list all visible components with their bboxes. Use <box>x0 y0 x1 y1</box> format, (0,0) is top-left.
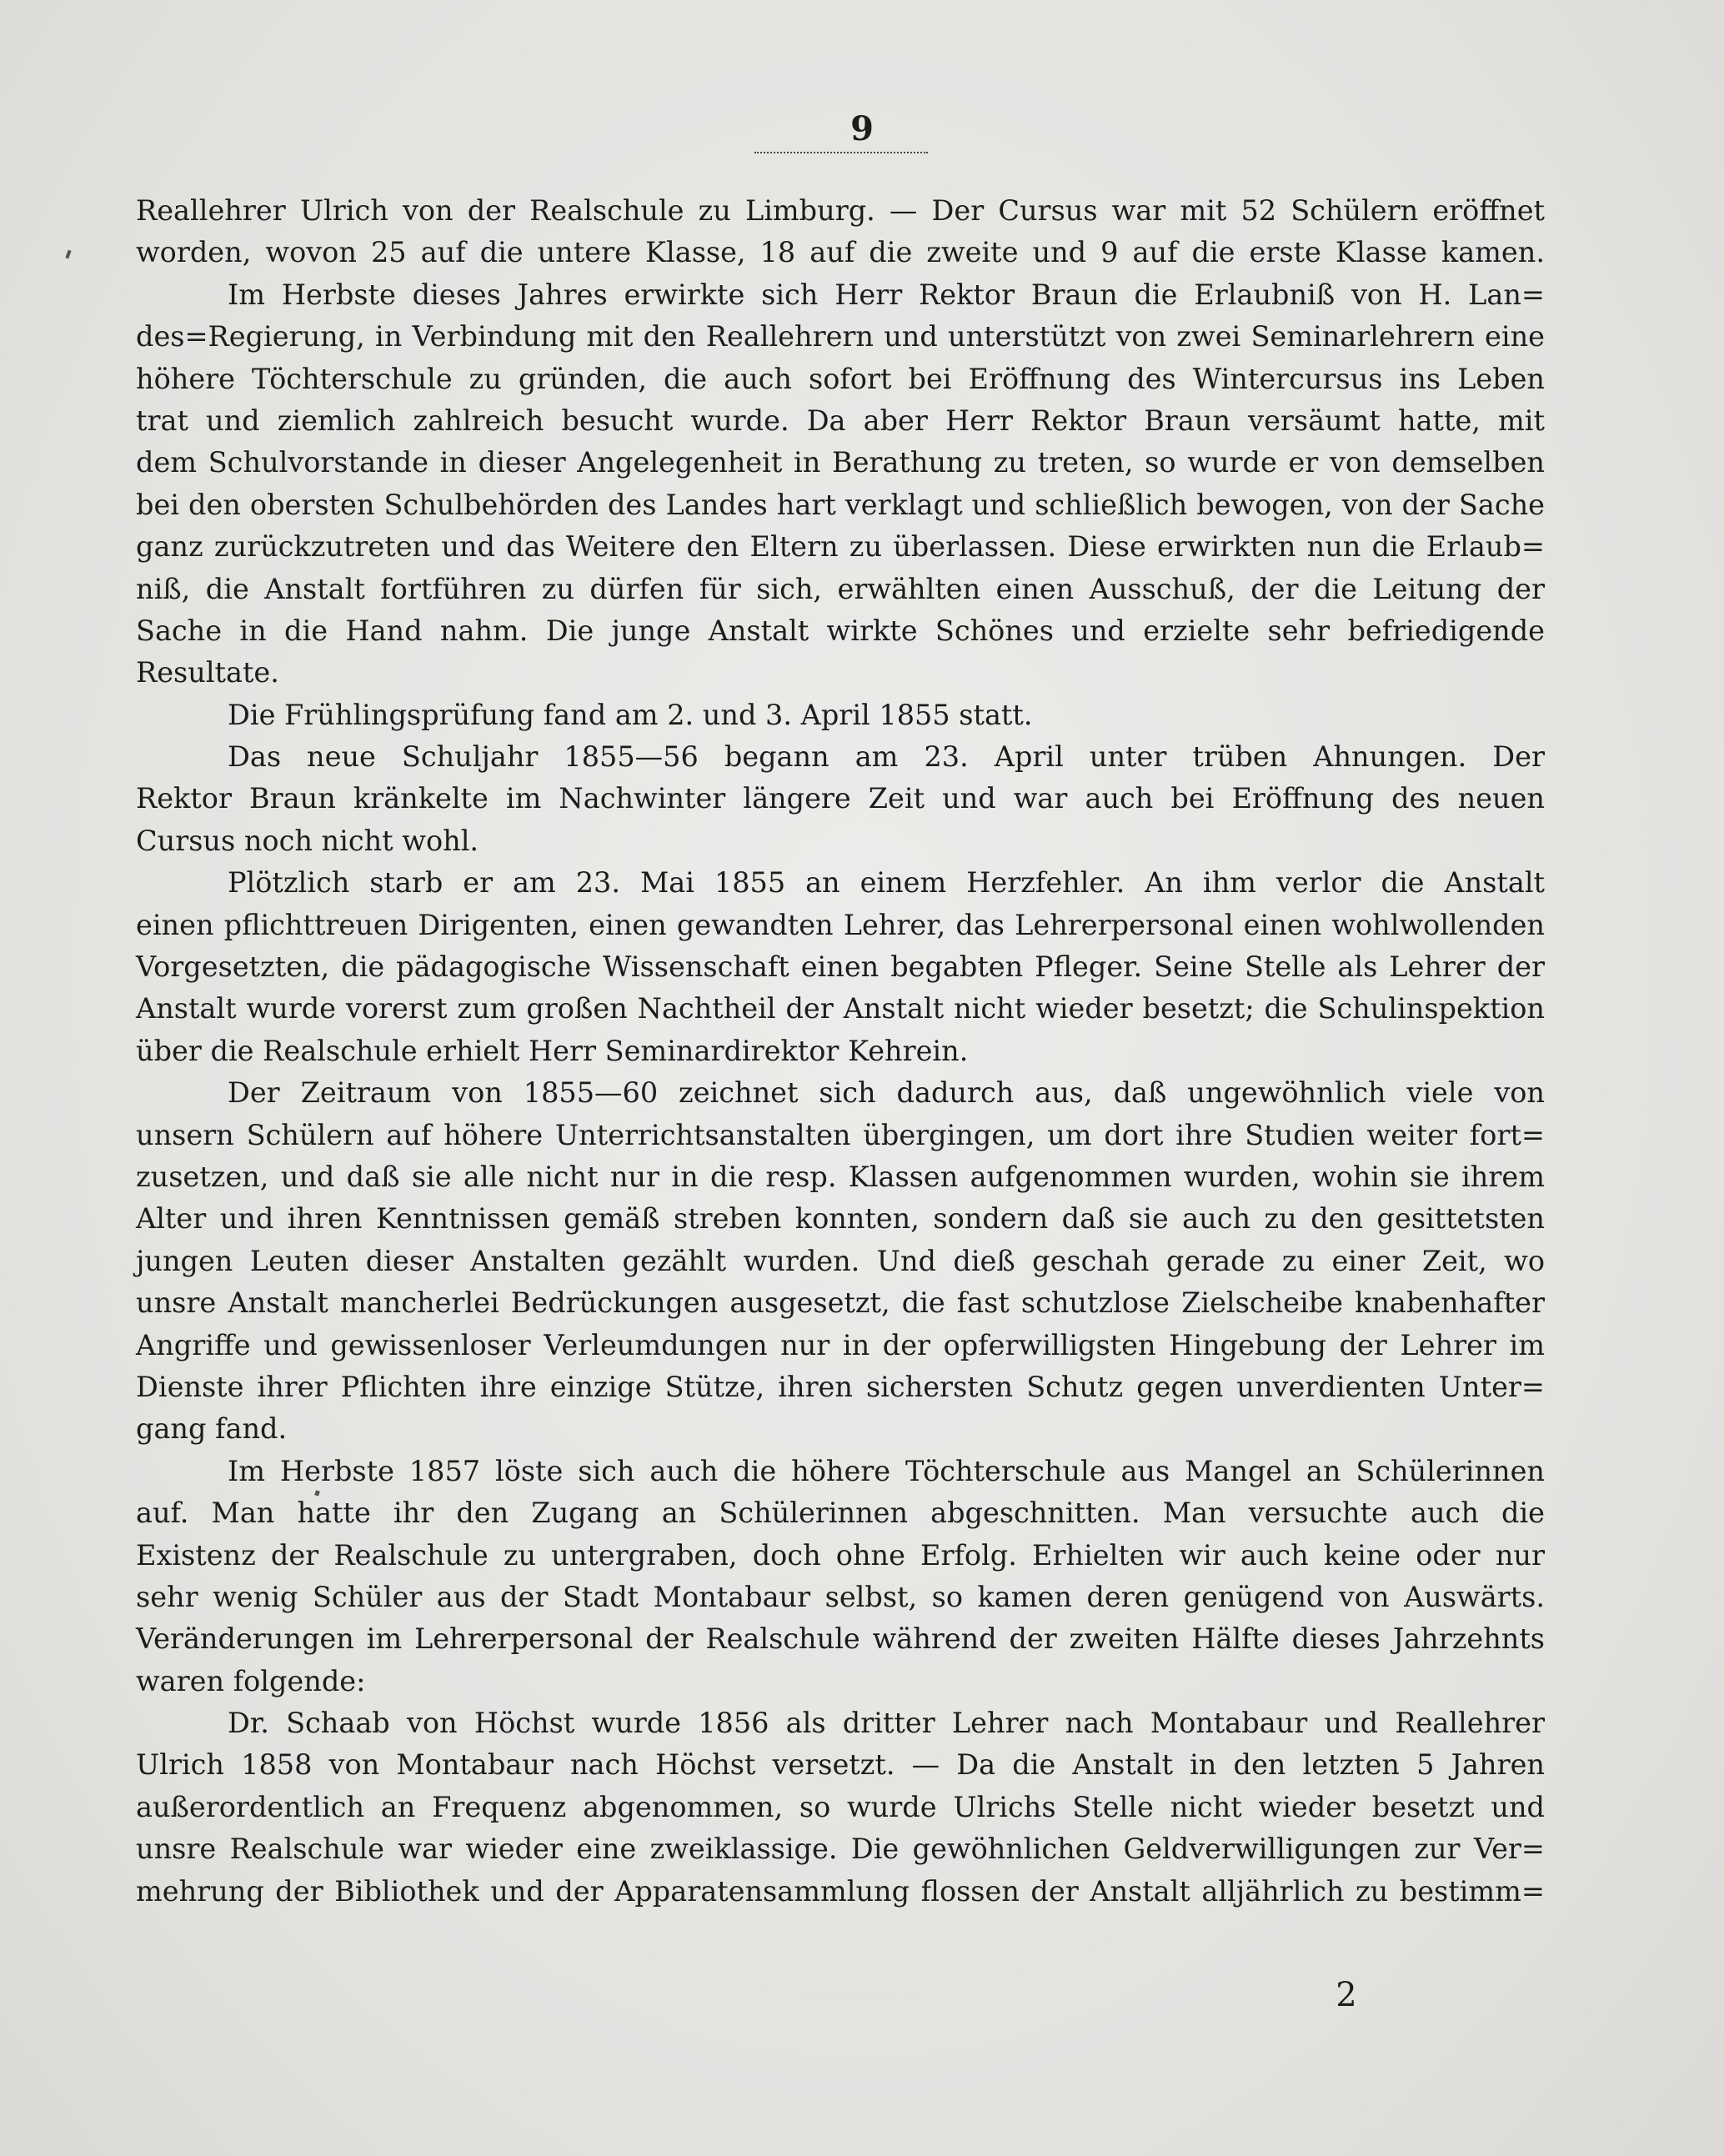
text-line: dem Schulvorstande in dieser Angelegenheit in Berathung zu treten, so wurde er von demselben <box>136 446 1545 479</box>
text-line: Der Zeitraum von 1855—60 zeichnet sich dadurch aus, daß ungewöhnlich viele von <box>228 1076 1545 1110</box>
text-line: Sache in die Hand nahm. Die junge Anstalt wirkte Schönes und erzielte sehr befriedigende <box>136 614 1545 647</box>
text-line: unsre Realschule war wieder eine zweiklassige. Die gewöhnlichen Geldverwilligungen zur Ver= <box>136 1833 1545 1866</box>
text-line: Veränderungen im Lehrerpersonal der Realschule während der zweiten Hälfte dieses Jahrzehnts <box>136 1622 1545 1656</box>
text-line: über die Realschule erhielt Herr Seminardirektor Kehrein. <box>136 1034 969 1067</box>
page-number: 9 <box>850 109 874 148</box>
text-line: zusetzen, und daß sie alle nicht nur in die resp. Klassen aufgenommen wurden, wohin sie ihrem <box>136 1160 1545 1193</box>
text-line: Alter und ihren Kenntnissen gemäß streben konnten, sondern daß sie auch zu den gesittetsten <box>136 1202 1545 1236</box>
text-line: höhere Töchterschule zu gründen, die auch sofort bei Eröffnung des Wintercursus ins Leben <box>136 362 1545 395</box>
text-line: Ulrich 1858 von Montabaur nach Höchst versetzt. — Da die Anstalt in den letzten 5 Jahren <box>136 1748 1545 1782</box>
text-line: trat und ziemlich zahlreich besucht wurde. Da aber Herr Rektor Braun versäumt hatte, mit <box>136 404 1545 437</box>
text-line: Dr. Schaab von Höchst wurde 1856 als dritter Lehrer nach Montabaur und Reallehrer <box>228 1707 1545 1740</box>
text-line: Resultate. <box>136 656 279 689</box>
text-line: niß, die Anstalt fortführen zu dürfen für sich, erwählten einen Ausschuß, der die Leitung der <box>136 572 1545 605</box>
body-text <box>136 190 1545 1913</box>
text-line: ganz zurückzutreten und das Weitere den Eltern zu überlassen. Diese erwirkten nun die Erlaub= <box>136 530 1545 564</box>
text-line: Anstalt wurde vorerst zum großen Nachtheil der Anstalt nicht wieder besetzt; die Schulinspektion <box>136 992 1545 1025</box>
text-line: mehrung der Bibliothek und der Apparatensammlung flossen der Anstalt alljährlich zu bestimm= <box>136 1874 1545 1908</box>
text-line: auf. Man hatte ihr den Zugang an Schülerinnen abgeschnitten. Man versuchte auch die <box>136 1497 1545 1530</box>
text-line: Plötzlich starb er am 23. Mai 1855 an einem Herzfehler. An ihm verlor die Anstalt <box>228 866 1545 900</box>
text-line: unsern Schülern auf höhere Unterrichtsanstalten übergingen, um dort ihre Studien weiter fort= <box>136 1118 1545 1151</box>
text-line: worden, wovon 25 auf die untere Klasse, 18 auf die zweite und 9 auf die erste Klasse kamen. <box>136 236 1545 269</box>
text-line: gang fand. <box>136 1412 288 1446</box>
text-line: Das neue Schuljahr 1855—56 begann am 23. April unter trüben Ahnungen. Der <box>228 740 1545 774</box>
signature-mark: 2 <box>1336 1976 1357 2014</box>
text-line: waren folgende: <box>136 1664 366 1697</box>
text-line: Rektor Braun kränkelte im Nachwinter längere Zeit und war auch bei Eröffnung des neuen <box>136 782 1545 815</box>
text-line: Existenz der Realschule zu untergraben, doch ohne Erfolg. Erhielten wir auch keine oder nur <box>136 1538 1545 1572</box>
text-line: Vorgesetzten, die pädagogische Wissenschaft einen begabten Pfleger. Seine Stelle als Lehrer der <box>136 950 1545 984</box>
text-line: jungen Leuten dieser Anstalten gezählt wurden. Und dieß geschah gerade zu einer Zeit, wo <box>136 1244 1545 1277</box>
text-line: Im Herbste 1857 löste sich auch die höhere Töchterschule aus Mangel an Schülerinnen <box>228 1454 1545 1487</box>
text-line: unsre Anstalt mancherlei Bedrückungen ausgesetzt, die fast schutzlose Zielscheibe knabenhafter <box>136 1286 1545 1320</box>
text-line: Dienste ihrer Pflichten ihre einzige Stütze, ihren sichersten Schutz gegen unverdienten Unter= <box>136 1370 1545 1403</box>
text-line: einen pflichttreuen Dirigenten, einen gewandten Lehrer, das Lehrerpersonal einen wohlwollenden <box>136 908 1545 941</box>
scan-speck <box>65 250 71 259</box>
text-line: Reallehrer Ulrich von der Realschule zu Limburg. — Der Cursus war mit 52 Schülern eröffnet <box>136 194 1545 227</box>
text-line: Cursus noch nicht wohl. <box>136 824 479 857</box>
text-line: Im Herbste dieses Jahres erwirkte sich Herr Rektor Braun die Erlaubniß von H. Lan= <box>228 278 1545 311</box>
text-line: außerordentlich an Frequenz abgenommen, so wurde Ulrichs Stelle nicht wieder besetzt und <box>136 1790 1545 1823</box>
text-line: Angriffe und gewissenloser Verleumdungen nur in der opferwilligsten Hingebung der Lehrer im <box>136 1328 1545 1361</box>
text-line: des=Regierung, in Verbindung mit den Reallehrern und unterstützt von zwei Seminarlehrern eine <box>136 320 1545 353</box>
text-line: Die Frühlingsprüfung fand am 2. und 3. April 1855 statt. <box>228 698 1033 731</box>
text-line: sehr wenig Schüler aus der Stadt Montabaur selbst, so kamen deren genügend von Auswärts. <box>136 1580 1545 1613</box>
text-line: bei den obersten Schulbehörden des Landes hart verklagt und schließlich bewogen, von der Sache <box>136 488 1545 521</box>
header-rule <box>754 152 928 153</box>
